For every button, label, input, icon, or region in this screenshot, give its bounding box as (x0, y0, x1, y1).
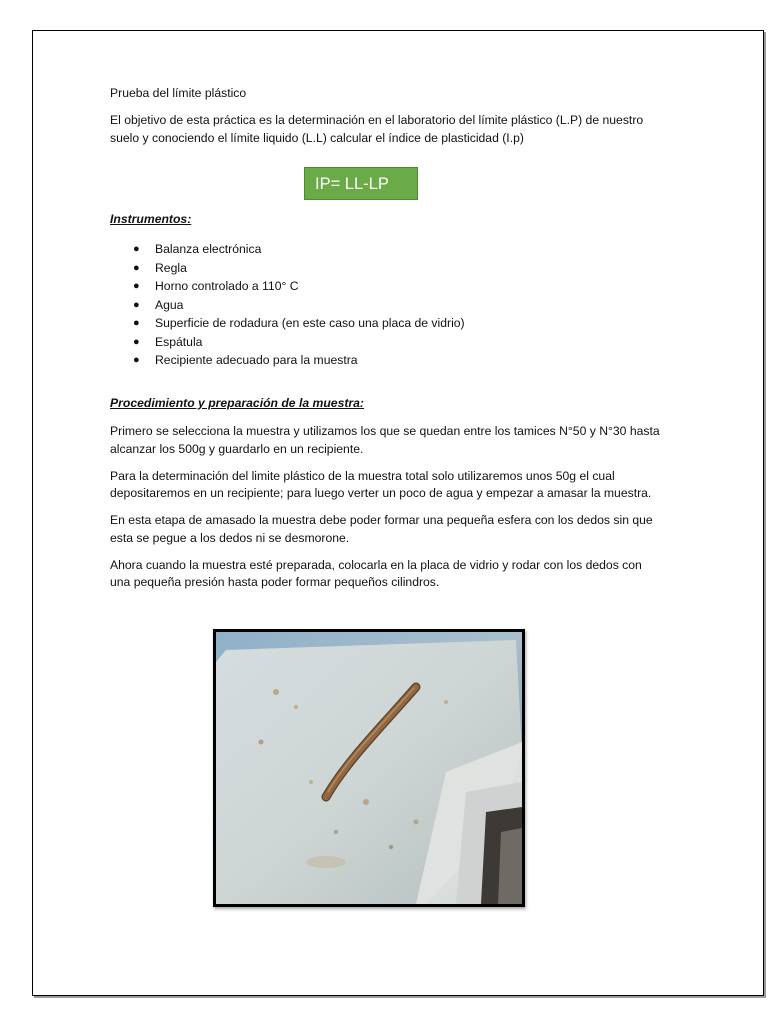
list-item: ● Superficie de rodadura (en este caso una placa de vidrio) (133, 314, 465, 333)
bullet-icon: ● (133, 280, 140, 292)
bullet-icon: ● (133, 317, 140, 329)
list-item: ● Espátula (133, 333, 465, 352)
list-item: ● Recipiente adecuado para la muestra (133, 351, 465, 370)
sample-photo (213, 629, 525, 907)
bullet-icon: ● (133, 354, 140, 366)
bullet-icon: ● (133, 261, 140, 274)
list-item: ● Agua (133, 296, 465, 315)
bullet-icon: ● (133, 335, 140, 348)
bullet-icon: ● (133, 243, 140, 255)
procedure-paragraph: Ahora cuando la muestra esté preparada, colocarla en la placa de vidrio y rodar con los dedos con una pequeña presión hasta poder formar pequeños cilindros. (110, 557, 642, 589)
list-item: ● Regla (133, 259, 465, 278)
document-title: Prueba del límite plástico (110, 86, 247, 100)
bullet-icon: ● (133, 298, 140, 311)
procedure-paragraph: Para la determinación del limite plástico de la muestra total solo utilizaremos unos 50g el cual depositaremos en un recipiente; para luego verter un poco de agua y empezar a amasar la muestra. (110, 468, 652, 500)
list-item: ● Horno controlado a 110° C (133, 277, 465, 296)
list-item: ● Balanza electrónica (133, 240, 465, 259)
instruments-title: Instrumentos: (110, 212, 192, 226)
instruments-list (133, 240, 465, 370)
procedure-section (110, 423, 665, 601)
procedure-paragraph: En esta etapa de amasado la muestra debe poder formar una pequeña esfera con los dedos sin que esta se pegue a los dedos ni se desmorone. (110, 513, 653, 545)
procedure-paragraph: Primero se selecciona la muestra y utilizamos los que se quedan entre los tamices N°50 y N°30 hasta alcanzar los 500g y guardarlo en un recipiente. (110, 424, 660, 456)
intro-section (110, 84, 665, 155)
procedure-title: Procedimiento y preparación de la muestra: (110, 396, 364, 410)
intro-paragraph: El objetivo de esta práctica es la determinación en el laboratorio del límite plástico (L.P) de nuestro suelo y conociendo el límite liquido (L.L) calcular el índice de plasticidad (I.p) (110, 113, 644, 145)
formula-box: IP= LL-LP (304, 167, 418, 200)
soil-cylinder-photo (216, 632, 522, 904)
